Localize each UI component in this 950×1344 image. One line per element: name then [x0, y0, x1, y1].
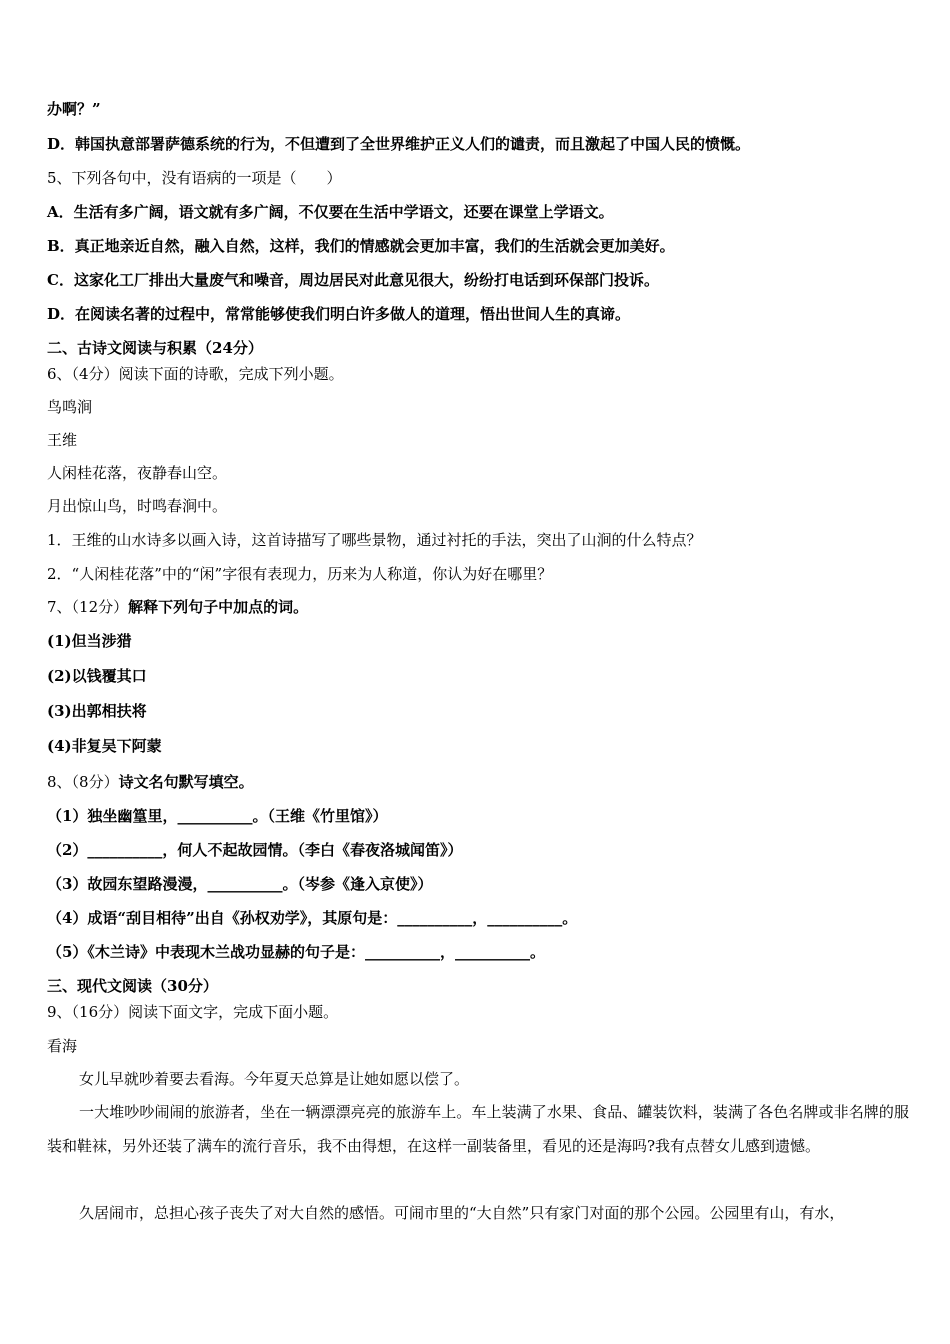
q7-item-1: (1)但当涉猎: [47, 632, 132, 650]
q8-item-2: （2）__________，何人不起故园情。（李白《春夜洛城闻笛》）: [47, 841, 463, 859]
q6-sub-2: 2．“人闲桂花落”中的“闲”字很有表现力，历来为人称道，你认为好在哪里？: [47, 565, 553, 583]
q7-item-4: (4)非复吴下阿蒙: [47, 737, 162, 755]
q8-heading: [47, 772, 254, 792]
q7-heading: [47, 597, 308, 617]
q5-option-b: B．真正地亲近自然，融入自然，这样，我们的情感就会更加丰富，我们的生活就会更加美好。: [47, 237, 675, 255]
q7-stem: 解释下列句子中加点的词。: [128, 598, 309, 616]
q8-number: 8、（8分）: [47, 773, 119, 791]
q6-sub-1: 1．王维的山水诗多以画入诗，这首诗描写了哪些景物，通过衬托的手法，突出了山涧的什么特点？: [47, 531, 702, 549]
poem-author: 王维: [47, 431, 78, 449]
q7-number: 7、（12分）: [47, 598, 129, 616]
q4-option-d: D．韩国执意部署萨德系统的行为，不但遭到了全世界维护正义人们的谴责，而且激起了中国人民的愤慨。: [47, 135, 751, 153]
q8-item-4: （4）成语“刮目相待”出自《孙权劝学》，其原句是：__________，__________。: [47, 909, 578, 927]
essay-paragraph-2: 一大堆吵吵闹闹的旅游者，坐在一辆漂漂亮亮的旅游车上。车上装满了水果、食品、罐装饮料，装满了各色名牌或非名牌的服装和鞋袜，另外还装了满车的流行音乐，我不由得想，在这样一副装备里，看见的还是海吗?我有点替女儿感到遗憾。: [47, 1103, 909, 1155]
q4-tail: 办啊？”: [47, 100, 101, 118]
q8-stem: 诗文名句默写填空。: [118, 773, 254, 791]
section-2-heading: 二、古诗文阅读与积累（24分）: [47, 339, 263, 357]
essay-title: 看海: [47, 1037, 78, 1055]
q5-option-c: C．这家化工厂排出大量废气和噪音，周边居民对此意见很大，纷纷打电话到环保部门投诉。: [47, 271, 659, 289]
q5-stem: 5、下列各句中，没有语病的一项是（ ）: [47, 169, 342, 187]
q5-option-a: A．生活有多广阔，语文就有多广阔，不仅要在生活中学语文，还要在课堂上学语文。: [47, 203, 614, 221]
q8-item-1: （1）独坐幽篁里，__________。（王维《竹里馆》）: [47, 807, 388, 825]
poem-line-2: 月出惊山鸟，时鸣春涧中。: [47, 497, 228, 515]
q6-stem: 6、（4分）阅读下面的诗歌，完成下列小题。: [47, 365, 344, 383]
q8-item-5: （5）《木兰诗》中表现木兰战功显赫的句子是：__________，__________。: [47, 943, 545, 961]
q8-item-3: （3）故园东望路漫漫，__________。（岑参《逢入京使》）: [47, 875, 433, 893]
essay-paragraph-1: 女儿早就吵着要去看海。今年夏天总算是让她如愿以偿了。: [79, 1070, 470, 1088]
poem-line-1: 人闲桂花落，夜静春山空。: [47, 464, 228, 482]
section-3-heading: 三、现代文阅读（30分）: [47, 977, 218, 995]
q7-item-3: (3)出郭相扶将: [47, 702, 147, 720]
poem-title: 鸟鸣涧: [47, 398, 93, 416]
essay-paragraph-3: 久居闹市，总担心孩子丧失了对大自然的感悟。可闹市里的“大自然”只有家门对面的那个公园。公园里有山，有水，: [79, 1204, 845, 1222]
q9-stem: 9、（16分）阅读下面文字，完成下面小题。: [47, 1003, 339, 1021]
q5-option-d: D．在阅读名著的过程中，常常能够使我们明白许多做人的道理，悟出世间人生的真谛。: [47, 305, 631, 323]
q7-item-2: (2)以钱覆其口: [47, 667, 147, 685]
